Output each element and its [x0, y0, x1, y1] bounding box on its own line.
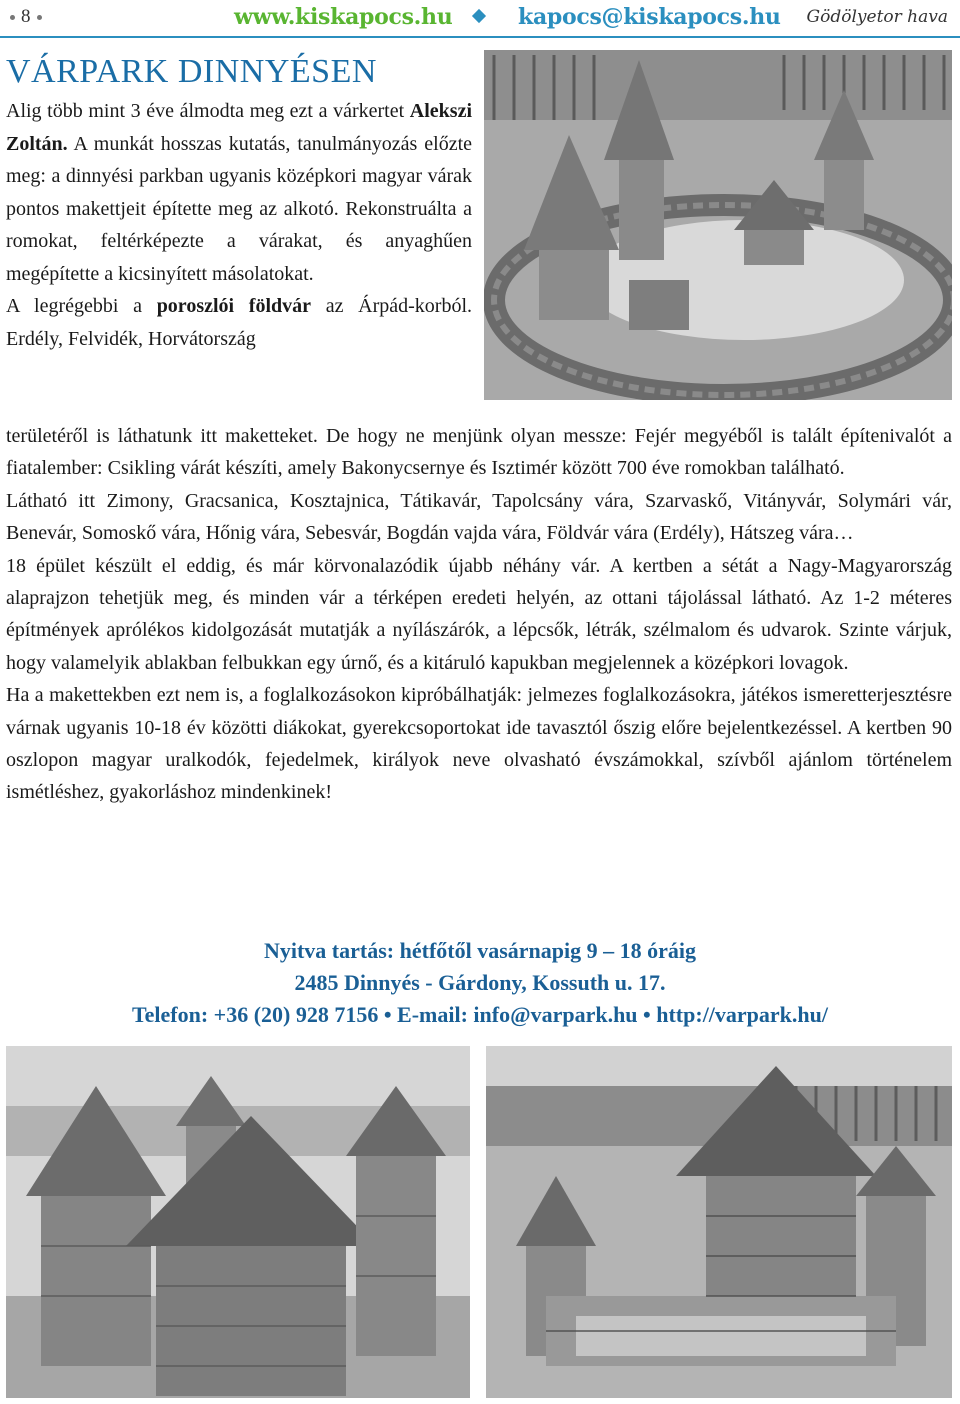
contact-line: Telefon: +36 (20) 928 7156 • E-mail: info@varpark.hu • http://varpark.hu/ — [131, 1002, 829, 1027]
body-paragraph-3: 18 épület készült el eddig, és már körvonalazódik újabb néhány vár. A kertben a sétát a Nagy-Magyarország alaprajzon tehetjük meg, és minden vár a térképen eredeti helyén, az ottani tájolással látható. Az 1-2 méteres építmények aprólékos kidolgozását mutatják a nyílászárók, a lépcsők, létrák, szélmalom és udvarok. Szinte várjuk, hogy valamelyik ablakban felbukkan egy úrnő, és a kitáruló kapukban megjelennek a középkori lovagok. — [6, 554, 952, 674]
oldest-paragraph — [6, 290, 472, 355]
page-number: 8 — [21, 6, 31, 27]
diamond-separator-icon — [472, 9, 486, 23]
stone-towers-photo — [6, 1046, 470, 1398]
earthwork-fort-photo — [484, 50, 952, 400]
bullet-dot-icon — [37, 15, 42, 20]
issue-month: Gödölyetor hava — [806, 7, 948, 27]
intro-text: Alig több mint 3 éve álmodta meg ezt a várkertet — [6, 100, 410, 122]
oldest-castle-name: poroszlói földvár — [156, 295, 312, 317]
article-intro — [6, 95, 472, 355]
page-number-box — [10, 6, 42, 28]
oldest-text-cont: az Árpád-korból. Erdély, Felvidék, Horvátország — [6, 295, 472, 350]
address: 2485 Dinnyés - Gárdony, Kossuth u. 17. — [294, 970, 666, 995]
header-divider — [0, 36, 960, 38]
stone-castle-image — [486, 1046, 952, 1398]
stone-castle-photo — [486, 1046, 952, 1398]
intro-paragraph — [6, 95, 472, 290]
website-link[interactable]: www.kiskapocs.hu — [234, 4, 453, 30]
page-header — [0, 0, 960, 34]
opening-hours: Nyitva tartás: hétfőtől vasárnapig 9 – 18 óráig — [263, 938, 696, 963]
intro-text-cont: A munkát hosszas kutatás, tanulmányozás előzte meg: a dinnyési parkban ugyanis középkori magyar várak pontos makettjeit építette meg az alkotó. Rekonstruálta a romokat, feltérképezte a várakat, és anyaghűen megépítette a kicsinyített másolatokat. — [6, 132, 472, 285]
article-body — [6, 420, 952, 809]
visitor-info — [0, 935, 960, 1031]
article-title: VÁRPARK DINNYÉSEN — [6, 53, 377, 90]
oldest-text: A legrégebbi a — [6, 295, 157, 317]
author-name: Alekszi Zoltán. — [6, 100, 472, 155]
body-paragraph-4: Ha a makettekben ezt nem is, a foglalkozásokon kipróbálhatják: jelmezes foglalkozásokra, játékos ismeretterjesztésre várnak ugyanis 10-18 év közötti diákokat, gyerekcsoportokat ide tavasztól őszig előre bejelentkezéssel. A kertben 90 oszlopon magyar uralkodók, fejedelmek, királyok neve olvasható évszámokkal, szívből ajánlom történelem ismétléshez, gyakorláshoz mindenkinek! — [6, 684, 952, 804]
stone-towers-image — [6, 1046, 470, 1398]
body-paragraph-1: területéről is láthatunk itt maketteket. De hogy ne menjünk olyan messze: Fejér megyéből is talált építenivalót a fiatalember: Csikling várát készíti, amely Bakonycsernye és Isztimér között 700 éve romokban található. — [6, 425, 952, 480]
bullet-dot-icon — [10, 15, 15, 20]
earthwork-fort-image — [484, 50, 952, 400]
body-paragraph-2: Látható itt Zimony, Gracsanica, Kosztajnica, Tátikavár, Tapolcsány vára, Szarvaskő, Vitányvár, Solymári vár, Benevár, Somoskő vára, Hőnig vára, Sebesvár, Bogdán vajda vára, Földvár vára (Erdély), Hátszeg vára… — [6, 489, 952, 545]
email-link[interactable]: kapocs@kiskapocs.hu — [518, 4, 781, 30]
